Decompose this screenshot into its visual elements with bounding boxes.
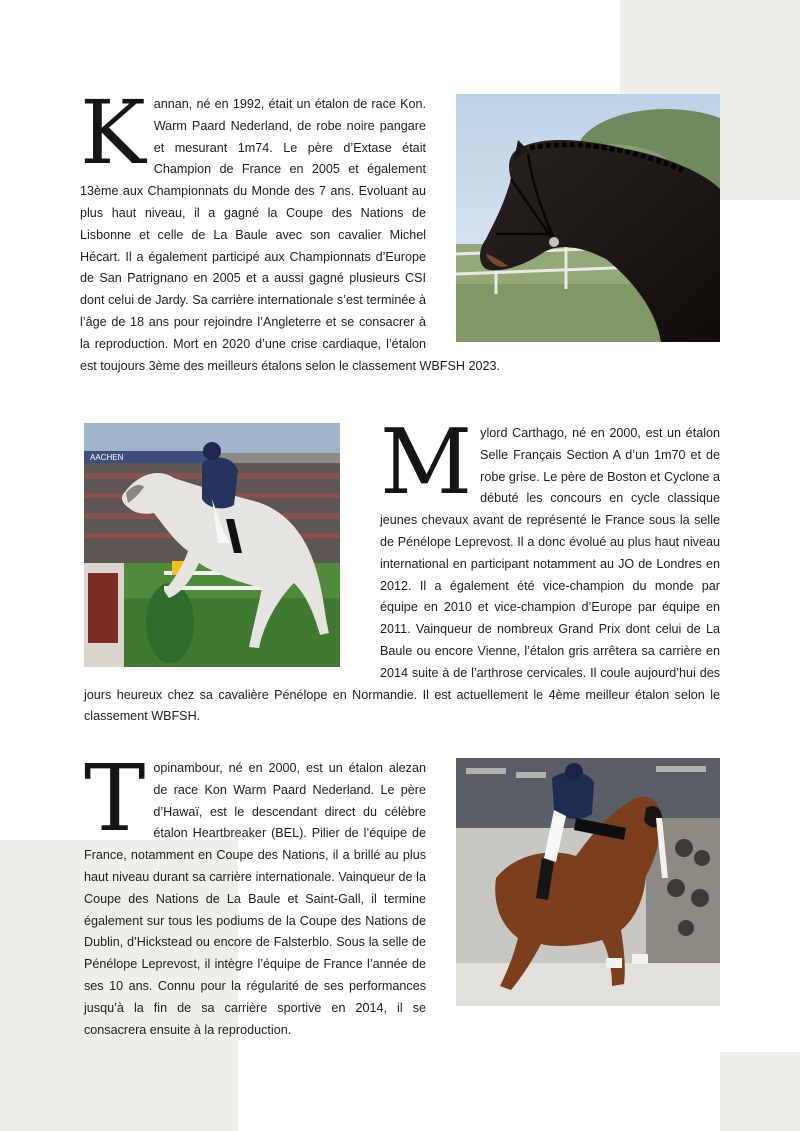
- dropcap-t: T: [84, 745, 146, 852]
- kannan-text: annan, né en 1992, était un étalon de race Kon. Warm Paard Nederland, de robe noire pangare et mesurant 1m74. Le père d’Extase était Champion de France en 2005 et également 13ème aux Championnats du Monde des 7 ans. Evoluant au plus haut niveau, il a gagné la Coupe des Nations de Lisbonne et celle de La Baule avec son cavalier Michel Hécart. Il a également participé aux Championnats d’Europe de San Patrignano en 2005 et a aussi gagné plusieurs CSI dont celui de Jardy. Sa carrière internationale s’est terminée à l’âge de 18 ans pour rejoindre l’Angleterre et se consacrer à la reproduction. Mort en 2020 d’une crise cardiaque, l’étalon est toujours 3ème des meilleurs étalons selon le classement WBFSH 2023.: [80, 97, 500, 373]
- section-mylord-carthago: [84, 410, 720, 728]
- section-kannan: [80, 81, 720, 377]
- mylord-carthago-photo: [84, 423, 340, 667]
- dropcap-k: K: [80, 81, 146, 184]
- aachen-banner-text: AACHEN: [90, 453, 124, 462]
- dropcap-m: M: [380, 410, 473, 515]
- section-topinambour: [84, 745, 720, 1041]
- mylord-carthago-text: ylord Carthago, né en 2000, est un étalon Selle Français Section A d’un 1m70 et de robe grise. Le père de Boston et Cyclone a débuté les concours en cycle classique jeunes chevaux avant de représenté le France sous la selle de Pénélope Leprevost. Il a donc évolué au plus haut niveau international en participant notamment au JO de Londres en 2012. Il a également été vice-champion du monde par équipe en 2010 et vice-champion d’Europe par équipe en 2011. Vainqueur de nombreux Grand Prix dont celui de La Baule ou encore Vienne, l’étalon gris arrêtera sa carrière en 2014 suite à de l’arthrose cervicales. Il coule aujourd’hui des jours heureux chez sa cavalière Pénélope en Normandie. Il est actuellement le 4ème meilleur étalon selon le classement WBFSH.: [84, 426, 720, 724]
- topinambour-photo: [456, 758, 720, 1006]
- topinambour-text: opinambour, né en 2000, est un étalon alezan de race Kon Warm Paard Nederland. Le père d’Hawaï, est le descendant direct du célèbre étalon Heartbreaker (BEL). Pilier de l’équipe de France, notamment en Coupe des Nations, il a brillé au plus haut niveau durant sa carrière internationale. Vainqueur de la Coupe des Nations de La Baule et Saint-Gall, il termine également sur tous les podiums de la Coupe des Nations de Dublin, d’Hickstead ou encore de Falsterblo. Sous la selle de Pénélope Leprevost, il intègre l’équipe de France l’année de ses 10 ans. Connu pour la régularité de ses performances jusqu’à la fin de sa carrière sportive en 2014, il se consacrera ensuite à la reproduction.: [84, 761, 426, 1037]
- kannan-photo: [456, 94, 720, 342]
